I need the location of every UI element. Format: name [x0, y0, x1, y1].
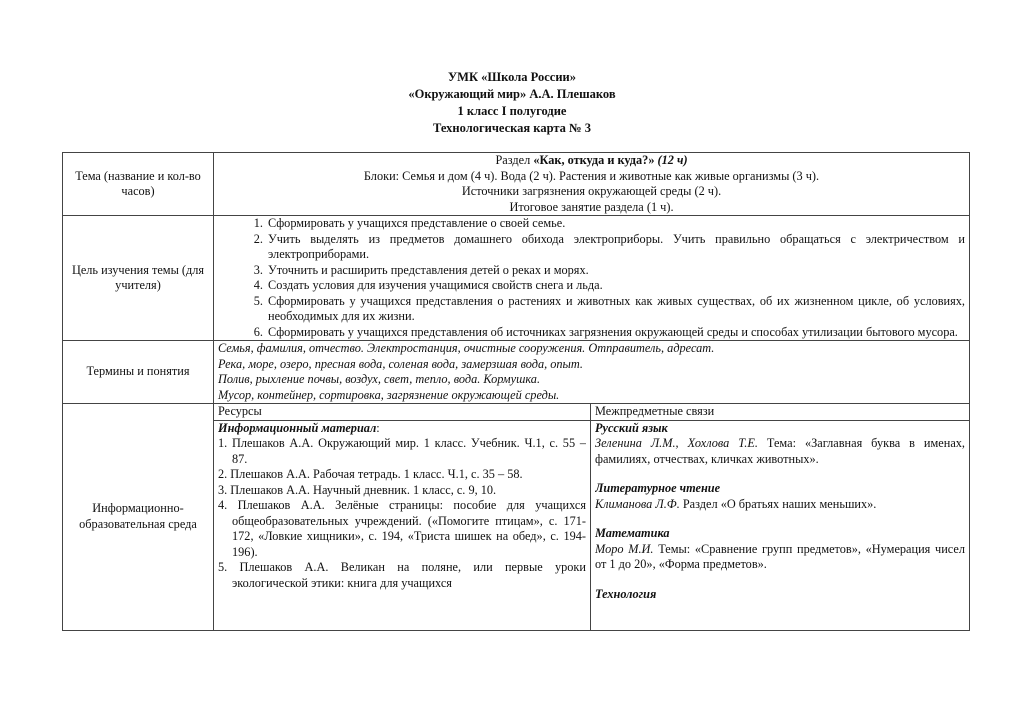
- topic-sources: Источники загрязнения окружающей среды (2 ч).: [461, 184, 722, 198]
- link-subject: Технология: [595, 586, 657, 601]
- resources-header: Ресурсы: [214, 404, 591, 421]
- link-text: Зеленина Л.М., Хохлова Т.Е. Тема: «Заглавная буква в именах, фамилиях, отчествах, кличках животных».: [595, 436, 966, 466]
- section-hours: (12 ч): [654, 153, 688, 167]
- links-header: Межпредметные связи: [591, 404, 970, 421]
- goal-item: 5. Сформировать у учащихся представления о растениях и животных как живых существах, об их жизненном цикле, об условиях, необходимых для их жизни.: [266, 294, 965, 325]
- resource-item: 3. Плешаков А.А. Научный дневник. 1 класс, с. 9, 10.: [218, 482, 497, 497]
- link-text: Моро М.И. Темы: «Сравнение групп предметов», «Нумерация чисел от 1 до 20», «Форма предметов».: [595, 541, 966, 571]
- terms-row: [63, 341, 970, 404]
- environment-header-row: [63, 404, 970, 421]
- goal-item: 3. Уточнить и расширить представления детей о реках и морях.: [266, 263, 965, 279]
- resource-item: 5. Плешаков А.А. Великан на поляне, или первые уроки экологической этики: книга для учащихся: [218, 560, 586, 590]
- goal-row: [63, 216, 970, 341]
- header-line-card-title: Технологическая карта № 3: [433, 121, 591, 135]
- resource-item: 1. Плешаков А.А. Окружающий мир. 1 класс. Учебник. Ч.1, с. 55 – 87.: [218, 436, 586, 466]
- terms-line: Полив, рыхление почвы, воздух, свет, тепло, вода. Кормушка.: [218, 372, 541, 386]
- topic-content: [214, 153, 970, 216]
- link-subject: Русский язык: [595, 420, 668, 435]
- terms-label: Термины и понятия: [63, 341, 214, 404]
- resource-item: 2. Плешаков А.А. Рабочая тетрадь. 1 класс. Ч.1, с. 35 – 58.: [218, 467, 523, 481]
- topic-label: Тема (название и кол-во часов): [63, 153, 214, 216]
- terms-line: Река, море, озеро, пресная вода, соленая вода, замерзшая вода, опыт.: [218, 356, 583, 371]
- goal-item: 1. Сформировать у учащихся представление о своей семье.: [266, 216, 965, 232]
- terms-line: Семья, фамилия, отчество. Электростанция, очистные сооружения. Отправитель, адресат.: [218, 341, 715, 355]
- section-name: «Как, откуда и куда?»: [533, 153, 655, 167]
- tech-card-table: [62, 152, 970, 631]
- link-text: Климанова Л.Ф. Раздел «О братьях наших меньших».: [595, 496, 877, 511]
- header-line-umk: УМК «Школа России»: [448, 70, 576, 84]
- goal-list: [218, 216, 965, 340]
- terms-content: [214, 341, 970, 404]
- resource-item: 4. Плешаков А.А. Зелёные страницы: пособие для учащихся общеобразовательных учреждений. («Помогите птицам», с. 171-172, «Ловкие хищники», с. 194, «Триста шишек на обед», с. 194-196).: [218, 498, 586, 559]
- resources-cell: [214, 420, 591, 630]
- header-line-grade: 1 класс I полугодие: [457, 104, 567, 118]
- goal-label: Цель изучения темы (для учителя): [63, 216, 214, 341]
- topic-row: [63, 153, 970, 216]
- goal-content: [214, 216, 970, 341]
- topic-blocks: Блоки: Семья и дом (4 ч). Вода (2 ч). Растения и животные как живые организмы (3 ч).: [363, 168, 820, 183]
- goal-item: 6. Сформировать у учащихся представления об источниках загрязнения окружающей среды и способах утилизации бытового мусора.: [266, 325, 965, 341]
- header-line-subject: «Окружающий мир» А.А. Плешаков: [408, 87, 616, 101]
- section-title: Раздел «Как, откуда и куда?» (12 ч): [495, 153, 688, 167]
- link-subject: Литературное чтение: [595, 481, 721, 495]
- goal-item: 2. Учить выделять из предметов домашнего обихода электроприборы. Учить правильно обращаться с электричеством и электроприборами.: [266, 232, 965, 263]
- link-subject: Математика: [595, 526, 670, 540]
- topic-final: Итоговое занятие раздела (1 ч).: [509, 199, 674, 214]
- links-cell: [591, 420, 970, 630]
- terms-line: Мусор, контейнер, сортировка, загрязнение окружающей среды.: [218, 387, 560, 402]
- goal-item: 4. Создать условия для изучения учащимися свойств снега и льда.: [266, 278, 965, 294]
- info-material-title: Информационный материал:: [218, 420, 380, 435]
- environment-label: Информационно-образовательная среда: [63, 404, 214, 631]
- document-header: [0, 69, 1024, 137]
